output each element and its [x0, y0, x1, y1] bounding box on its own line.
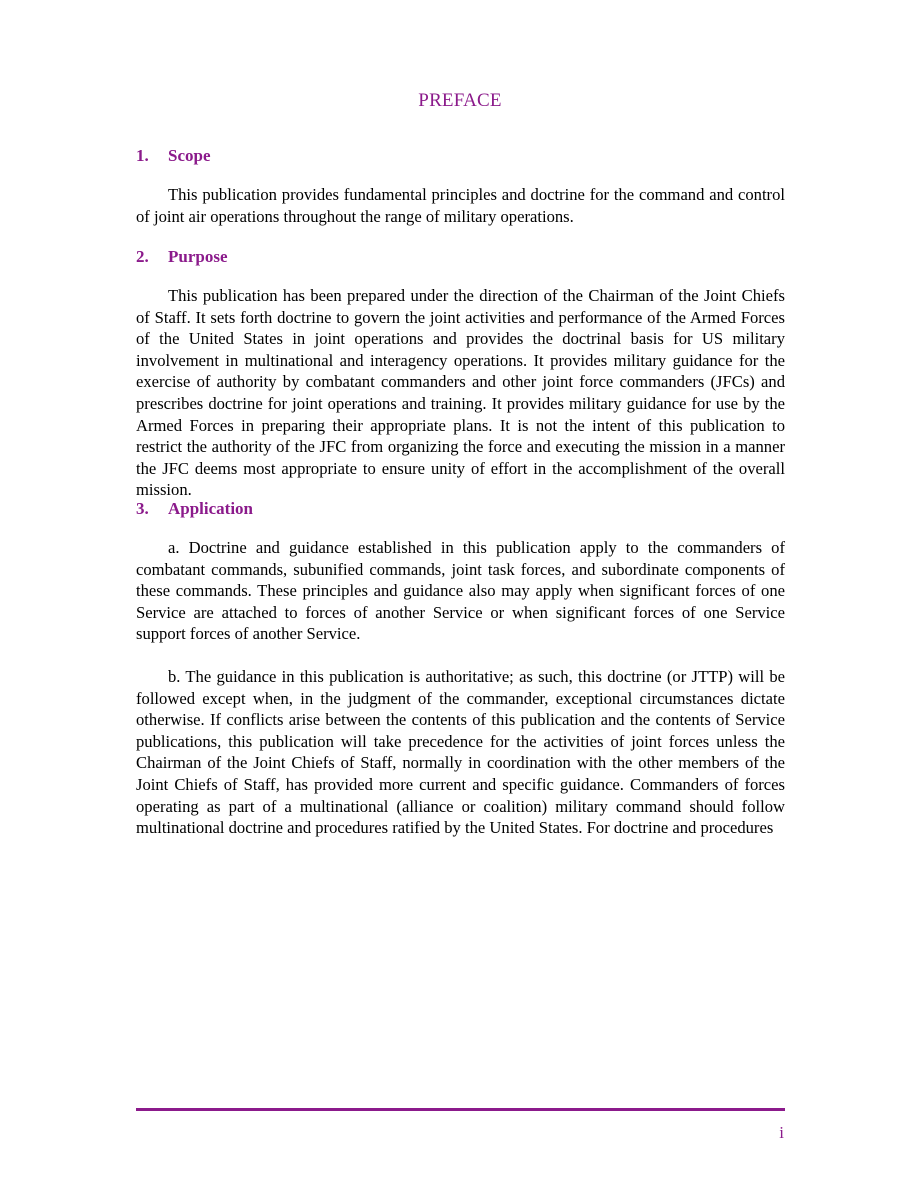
- page-title: PREFACE: [418, 90, 502, 111]
- section-title: Scope: [168, 146, 211, 165]
- purpose-paragraph: This publication has been prepared under the direction of the Chairman of the Joint Chiefs of Staff. It sets forth doctrine to govern the joint activities and performance of the Armed Forces of the United States in joint operations and provides the doctrinal basis for US military involvement in multinational and interagency operations. It provides military guidance for the exercise of authority by combatant commanders and other joint force commanders (JFCs) and prescribes doctrine for joint operations and training. It provides military guidance for use by the Armed Forces in preparing their appropriate plans. It is not the intent of this publication to restrict the authority of the JFC from organizing the force and executing the mission in a manner the JFC deems most appropriate to ensure unity of effort in the accomplishment of the overall mission.: [136, 286, 785, 500]
- section-number: 2.: [136, 247, 149, 266]
- section-number: 1.: [136, 146, 149, 165]
- application-paragraph-a: a. Doctrine and guidance established in this publication apply to the commanders of combatant commands, subunified commands, joint task forces, and subordinate components of these commands. These principles and guidance also may apply when significant forces of one Service are attached to forces of another Service or when significant forces of one Service support forces of another Service.: [136, 538, 785, 644]
- section-title: Purpose: [168, 247, 228, 266]
- footer-rule: [136, 1108, 785, 1111]
- section-title: Application: [168, 499, 254, 518]
- page-number: i: [779, 1123, 784, 1142]
- section-heading-scope: [136, 146, 211, 166]
- scope-paragraph: This publication provides fundamental principles and doctrine for the command and control of joint air operations throughout the range of military operations.: [136, 185, 785, 226]
- section-number: 3.: [136, 499, 149, 518]
- section-heading-application: [136, 499, 253, 519]
- application-paragraph-b: b. The guidance in this publication is authoritative; as such, this doctrine (or JTTP) will be followed except when, in the judgment of the commander, exceptional circumstances dictate otherwise. If conflicts arise between the contents of this publication and the contents of Service publications, this publication will take precedence for the activities of joint forces unless the Chairman of the Joint Chiefs of Staff, normally in coordination with the other members of the Joint Chiefs of Staff, has provided more current and specific guidance. Commanders of forces operating as part of a multinational (alliance or coalition) military command should follow multinational doctrine and procedures ratified by the United States. For doctrine and procedures: [136, 667, 785, 838]
- section-heading-purpose: [136, 247, 228, 267]
